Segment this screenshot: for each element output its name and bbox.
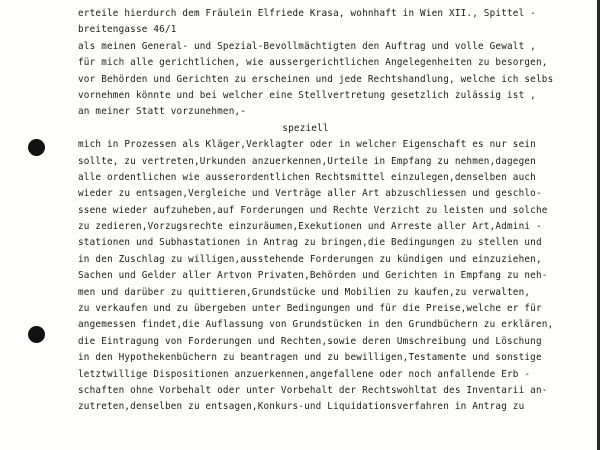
text-line: letztwillige Dispositionen anzuerkennen,angefallene oder noch anfallende Erb - — [78, 368, 531, 380]
text-line: angemessen findet,die Auflassung von Grundstücken in den Grundbüchern zu erklären, — [78, 319, 554, 331]
text-line: ssene wieder aufzuheben,auf Forderungen und Rechte Verzicht zu leisten und solche — [78, 204, 548, 216]
text-line: schaften ohne Vorbehalt oder unter Vorbehalt der Rechtswohltat des Inventarii an- — [78, 384, 548, 396]
punch-hole-top — [28, 139, 45, 156]
text-line: in den Zuschlag zu willigen,ausstehende Forderungen zu kündigen und einzuziehen, — [78, 253, 542, 265]
text-line: zu zedieren,Vorzugsrechte einzuräumen,Exekutionen und Arreste aller Art,Admini - — [78, 221, 542, 233]
text-line: men und darüber zu quittieren,Grundstücke und Mobilien zu kaufen,zu verwalten, — [78, 286, 531, 298]
text-line: für mich alle gerichtlichen, wie aussergerichtlichen Angelegenheiten zu besorgen, — [78, 57, 548, 69]
section-heading: speziell — [282, 122, 329, 134]
text-line: vornehmen könnte und bei welcher eine Stellvertretung gesetzlich zulässig ist , — [78, 89, 536, 101]
text-line: als meinen General- und Spezial-Bevollmächtigten den Auftrag und volle Gewalt , — [78, 40, 536, 52]
typewritten-text — [78, 6, 593, 416]
punch-hole-bottom — [28, 326, 45, 343]
text-line: die Eintragung von Forderungen und Rechten,sowie deren Umschreibung und Löschung — [78, 335, 542, 347]
text-line: wieder zu entsagen,Vergleiche und Verträge aller Art abzuschliessen und geschlo- — [78, 188, 542, 200]
text-line: sollte, zu vertreten,Urkunden anzuerkennen,Urteile in Empfang zu nehmen,dagegen — [78, 155, 536, 167]
text-line: stationen und Subhastationen in Antrag zu bringen,die Bedingungen zu stellen und — [78, 237, 542, 249]
text-line: in den Hypothekenbüchern zu beantragen und zu bewilligen,Testamente und sonstige — [78, 352, 542, 364]
text-line: alle ordentlichen wie ausserordentlichen Rechtsmittel einzulegen,denselben auch — [78, 171, 536, 183]
text-line: Sachen und Gelder aller Artvon Privaten,Behörden und Gerichten in Empfang zu neh- — [78, 270, 548, 282]
text-line: mich in Prozessen als Kläger,Verklagter oder in welcher Eigenschaft es nur sein — [78, 139, 536, 151]
text-line: an meiner Statt vorzunehmen,- — [78, 106, 247, 118]
text-line: breitengasse 46/1 — [78, 24, 177, 36]
text-line: zutreten,denselben zu entsagen,Konkurs-und Liquidationsverfahren in Antrag zu — [78, 401, 525, 413]
text-line: zu verkaufen und zu übergeben unter Bedingungen und für die Preise,welche er für — [78, 303, 542, 315]
text-line: erteile hierdurch dem Fräulein Elfriede Krasa, wohnhaft in Wien XII., Spittel - — [78, 8, 536, 19]
text-line: vor Behörden und Gerichten zu erscheinen und jede Rechtshandlung, welche ich selbs — [78, 73, 554, 85]
